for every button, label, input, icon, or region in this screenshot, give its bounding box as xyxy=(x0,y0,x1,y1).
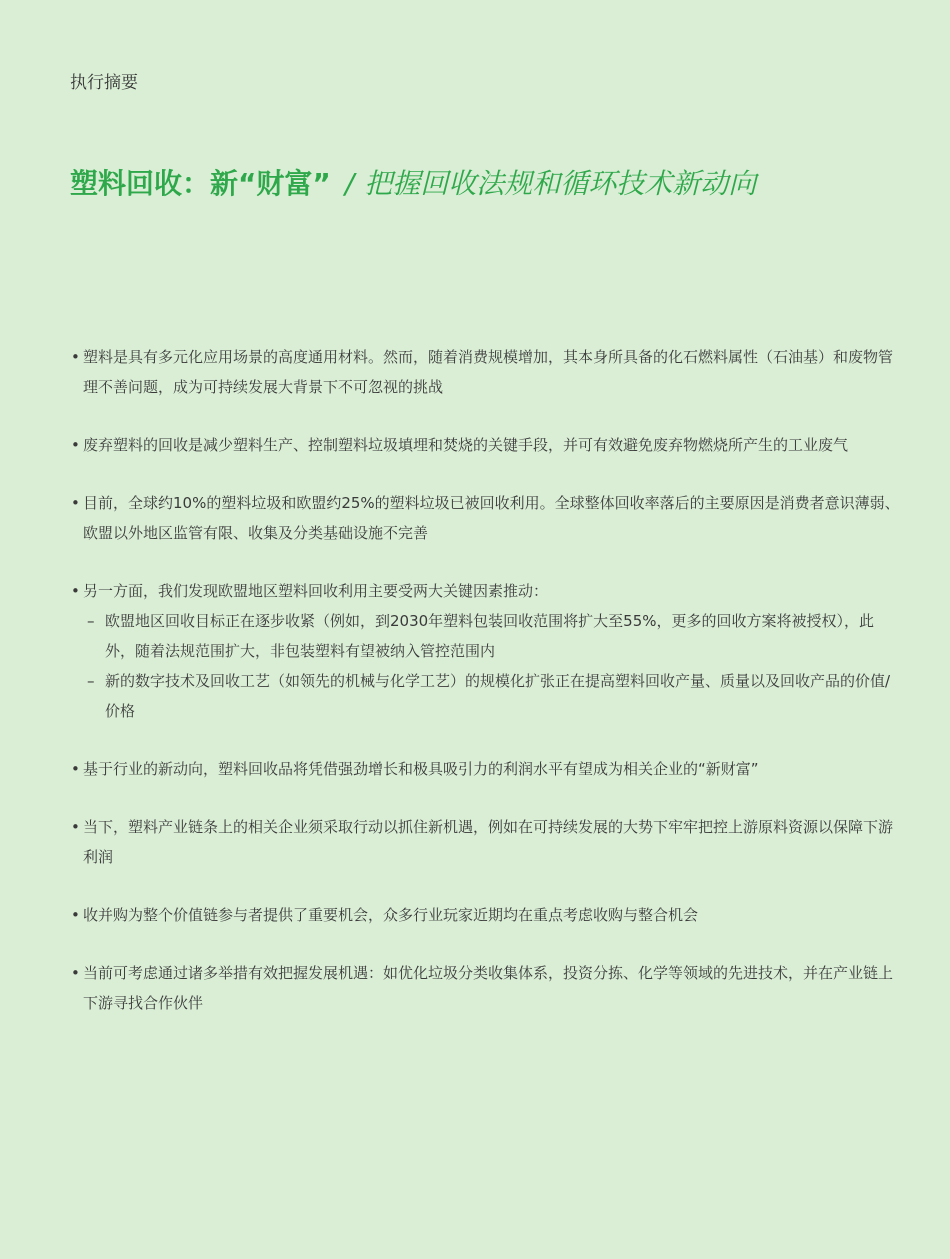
bullet-glyph: • xyxy=(71,964,80,982)
bullet-glyph: • xyxy=(71,818,80,836)
list-item-text: 目前，全球约10%的塑料垃圾和欧盟约25%的塑料垃圾已被回收利用。全球整体回收率落后的主要原因是消费者意识薄弱、欧盟以外地区监管有限、收集及分类基础设施不完善 xyxy=(83,494,900,542)
section-label: 执行摘要 xyxy=(70,73,138,93)
list-item-text: 收并购为整个价值链参与者提供了重要机会，众多行业玩家近期均在重点考虑收购与整合机会 xyxy=(83,906,699,924)
list-item xyxy=(70,430,900,460)
list-item xyxy=(70,900,900,930)
title-main: 塑料回收：新“财富” xyxy=(70,167,331,200)
sub-list-item-text: 新的数字技术及回收工艺（如领先的机械与化学工艺）的规模化扩张正在提高塑料回收产量、质量以及回收产品的价值/价格 xyxy=(105,672,891,720)
list-item xyxy=(70,576,900,726)
list-item xyxy=(70,754,900,784)
bullet-glyph: • xyxy=(71,582,80,600)
bullet-glyph: • xyxy=(71,760,80,778)
sub-list-item xyxy=(87,606,900,666)
list-item xyxy=(70,958,900,1018)
list-item xyxy=(70,488,900,548)
list-item-text: 当前可考虑通过诸多举措有效把握发展机遇：如优化垃圾分类收集体系，投资分拣、化学等领域的先进技术，并在产业链上下游寻找合作伙伴 xyxy=(83,964,894,1012)
bullet-glyph: • xyxy=(71,906,80,924)
list-item xyxy=(70,342,900,402)
bullet-glyph: • xyxy=(71,494,80,512)
list-item-text: 基于行业的新动向，塑料回收品将凭借强劲增长和极具吸引力的利润水平有望成为相关企业的“新财富” xyxy=(83,760,759,778)
list-item-text: 废弃塑料的回收是减少塑料生产、控制塑料垃圾填埋和焚烧的关键手段，并可有效避免废弃物燃烧所产生的工业废气 xyxy=(83,436,849,454)
page-title xyxy=(70,162,756,202)
title-subtitle: 把握回收法规和循环技术新动向 xyxy=(364,167,757,200)
sub-list xyxy=(83,606,900,726)
bullet-glyph: • xyxy=(71,436,80,454)
list-item-text: 另一方面，我们发现欧盟地区塑料回收利用主要受两大关键因素推动： xyxy=(83,582,549,600)
dash-glyph: – xyxy=(87,672,95,690)
sub-list-item xyxy=(87,666,900,726)
bullet-glyph: • xyxy=(71,348,80,366)
sub-list-item-text: 欧盟地区回收目标正在逐步收紧（例如，到2030年塑料包装回收范围将扩大至55%，更多的回收方案将被授权），此外，随着法规范围扩大，非包装塑料有望被纳入管控范围内 xyxy=(105,612,875,660)
summary-list xyxy=(70,342,900,1046)
dash-glyph: – xyxy=(87,612,95,630)
title-separator: / xyxy=(344,167,355,200)
list-item-text: 塑料是具有多元化应用场景的高度通用材料。然而，随着消费规模增加，其本身所具备的化石燃料属性（石油基）和废物管理不善问题，成为可持续发展大背景下不可忽视的挑战 xyxy=(83,348,894,396)
list-item-text: 当下，塑料产业链条上的相关企业须采取行动以抓住新机遇，例如在可持续发展的大势下牢牢把控上游原料资源以保障下游利润 xyxy=(83,818,894,866)
list-item xyxy=(70,812,900,872)
